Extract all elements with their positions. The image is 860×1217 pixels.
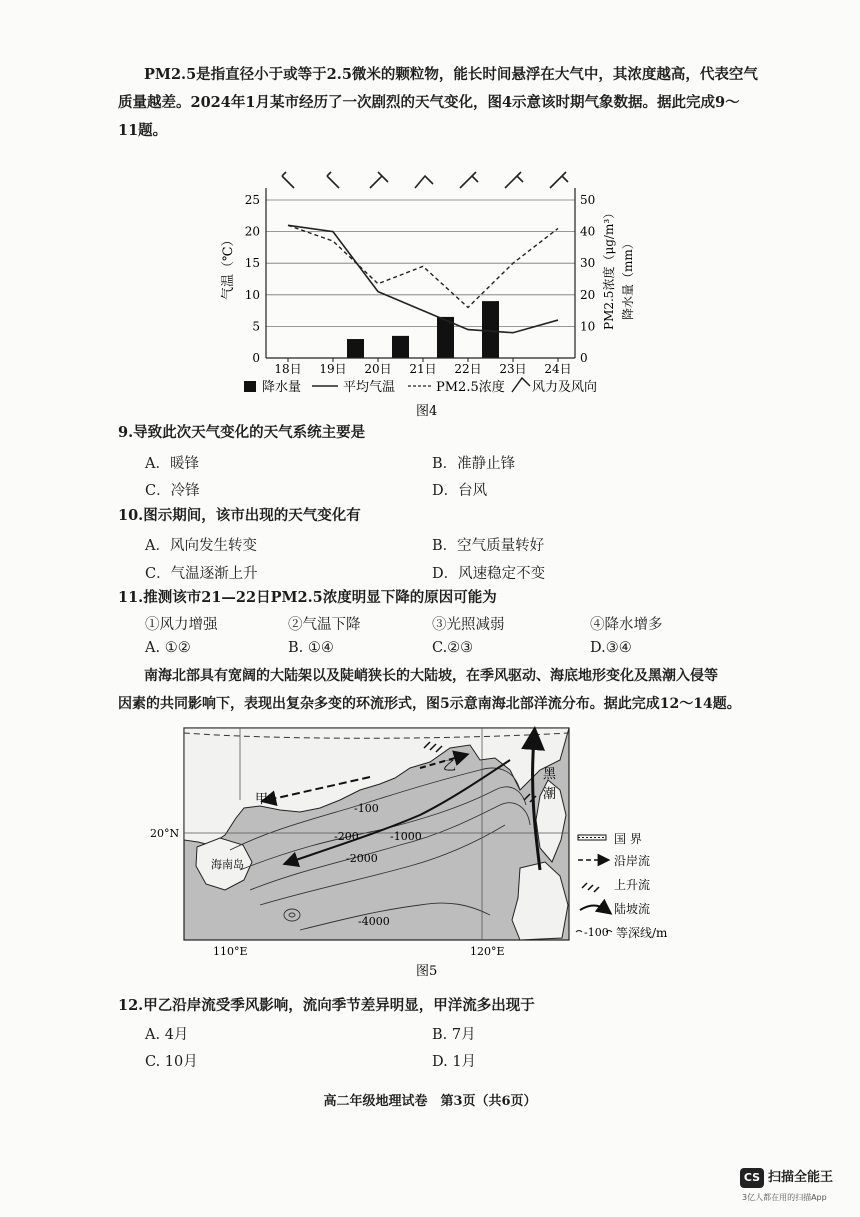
label-20n: 20°N — [150, 827, 180, 840]
x-tick-label: 20日 — [364, 362, 392, 376]
q10-option-c[interactable]: C．气温逐渐上升 — [145, 566, 258, 582]
label-kuroshio-2: 潮 — [543, 787, 557, 802]
legend-upwelling: 上升流 — [614, 878, 651, 892]
q11-stem: 11.推测该市21—22日PM2.5浓度明显下降的原因可能为 — [118, 589, 497, 606]
q11-item-3: ③光照减弱 — [432, 617, 505, 633]
q12-option-d[interactable]: D. 1月 — [432, 1054, 477, 1070]
x-tick-label: 22日 — [454, 362, 482, 376]
legend-pm25: PM2.5浓度 — [436, 380, 505, 395]
label-yi: 乙 — [443, 759, 457, 774]
x-tick-label: 19日 — [319, 362, 347, 376]
q12-stem: 12.甲乙沿岸流受季风影响，流向季节差异明显，甲洋流多出现于 — [118, 997, 535, 1014]
label-d100: -100 — [354, 802, 379, 815]
x-tick-label: 24日 — [544, 362, 572, 376]
intro-line-3: 11题。 — [118, 122, 168, 139]
q11-option-c[interactable]: C.②③ — [432, 640, 474, 656]
right-tick-label: 40 — [580, 224, 596, 239]
left-tick-label: 5 — [252, 319, 260, 334]
legend-isobath-swatch — [576, 931, 582, 933]
legend-precip: 降水量 — [262, 380, 302, 395]
x-tick-label: 23日 — [499, 362, 527, 376]
right-tick-label: 10 — [580, 319, 596, 334]
right-tick-label: 50 — [580, 193, 596, 207]
page-footer: 高二年级地理试卷 第3页（共6页） — [323, 1094, 537, 1109]
legend-isobath: 等深线/m — [616, 926, 668, 940]
q11-item-1: ①风力增强 — [145, 617, 218, 633]
label-d1000: -1000 — [390, 830, 422, 843]
legend-border: 国 界 — [614, 832, 642, 846]
q11-option-a[interactable]: A. ①② — [145, 640, 191, 656]
legend-slope-swatch — [580, 906, 606, 911]
q9-stem: 9.导致此次天气变化的天气系统主要是 — [118, 424, 366, 441]
scanner-tagline: 3亿人都在用的扫描App — [742, 1193, 827, 1202]
label-d4000: -4000 — [358, 915, 390, 928]
intro2-line-1: 南海北部具有宽阔的大陆架以及陡峭狭长的大陆坡，在季风驱动、海底地形变化及黑潮入侵等 — [144, 668, 718, 684]
right-tick-label: 30 — [580, 256, 596, 271]
label-kuroshio-1: 黑 — [543, 767, 557, 782]
left-axis-label: 气温（℃） — [221, 233, 236, 300]
legend-isobath-sample: -100 — [584, 926, 609, 939]
label-hainan: 海南岛 — [211, 858, 244, 871]
q11-item-4: ④降水增多 — [590, 617, 663, 633]
scanner-logo-icon: CS — [740, 1168, 764, 1188]
q11-item-2: ②气温下降 — [288, 617, 361, 633]
q9-option-d[interactable]: D．台风 — [432, 483, 488, 499]
right-tick-label: 20 — [580, 287, 596, 302]
label-d200: -200 — [334, 830, 359, 843]
q12-option-a[interactable]: A. 4月 — [145, 1027, 189, 1043]
fig5-caption: 图5 — [416, 964, 438, 979]
right-axis-label-pm25: PM2.5浓度（μg/m³） — [602, 206, 616, 330]
left-tick-label: 10 — [244, 287, 260, 302]
legend-slope: 陆坡流 — [614, 902, 651, 916]
label-120e: 120°E — [470, 945, 505, 958]
fig4-caption: 图4 — [416, 404, 438, 419]
right-axis-label-precip: 降水量（mm） — [621, 237, 635, 320]
x-tick-label: 21日 — [409, 362, 437, 376]
intro-line-2: 质量越差。2024年1月某市经历了一次剧烈的天气变化，图4示意该时期气象数据。据此完成9～ — [118, 94, 740, 111]
q9-option-c[interactable]: C．冷锋 — [145, 483, 200, 499]
legend-temp: 平均气温 — [343, 380, 396, 395]
x-tick-label: 18日 — [274, 362, 302, 376]
q9-option-a[interactable]: A．暖锋 — [145, 456, 199, 472]
legend-upwelling-swatch — [582, 883, 599, 892]
q10-option-a[interactable]: A．风向发生转变 — [145, 538, 257, 554]
q10-option-d[interactable]: D．风速稳定不变 — [432, 566, 546, 582]
q12-option-c[interactable]: C. 10月 — [145, 1054, 198, 1070]
right-tick-label: 0 — [580, 351, 588, 365]
intro-line-1: PM2.5是指直径小于或等于2.5微米的颗粒物，能长时间悬浮在大气中，其浓度越高，代表空气 — [144, 66, 758, 83]
q11-option-d[interactable]: D.③④ — [590, 640, 632, 656]
q12-option-b[interactable]: B. 7月 — [432, 1027, 476, 1043]
legend-coastal: 沿岸流 — [614, 854, 651, 868]
left-tick-label: 15 — [244, 256, 260, 271]
legend-wind: 风力及风向 — [532, 380, 598, 395]
intro2-line-2: 因素的共同影响下，表现出复杂多变的环流形式，图5示意南海北部洋流分布。据此完成12～14题。 — [118, 696, 741, 712]
left-tick-label: 25 — [244, 193, 260, 207]
label-jia: 甲 — [255, 792, 269, 807]
q10-stem: 10.图示期间，该市出现的天气变化有 — [118, 507, 361, 524]
q11-option-b[interactable]: B. ①④ — [288, 640, 334, 656]
left-tick-label: 20 — [244, 224, 260, 239]
q10-option-b[interactable]: B．空气质量转好 — [432, 538, 545, 554]
label-d2000: -2000 — [346, 852, 378, 865]
q9-option-b[interactable]: B．准静止锋 — [432, 456, 516, 472]
left-tick-label: 0 — [252, 351, 260, 365]
scanner-name: 扫描全能王 — [768, 1170, 834, 1185]
label-110e: 110°E — [213, 945, 248, 958]
